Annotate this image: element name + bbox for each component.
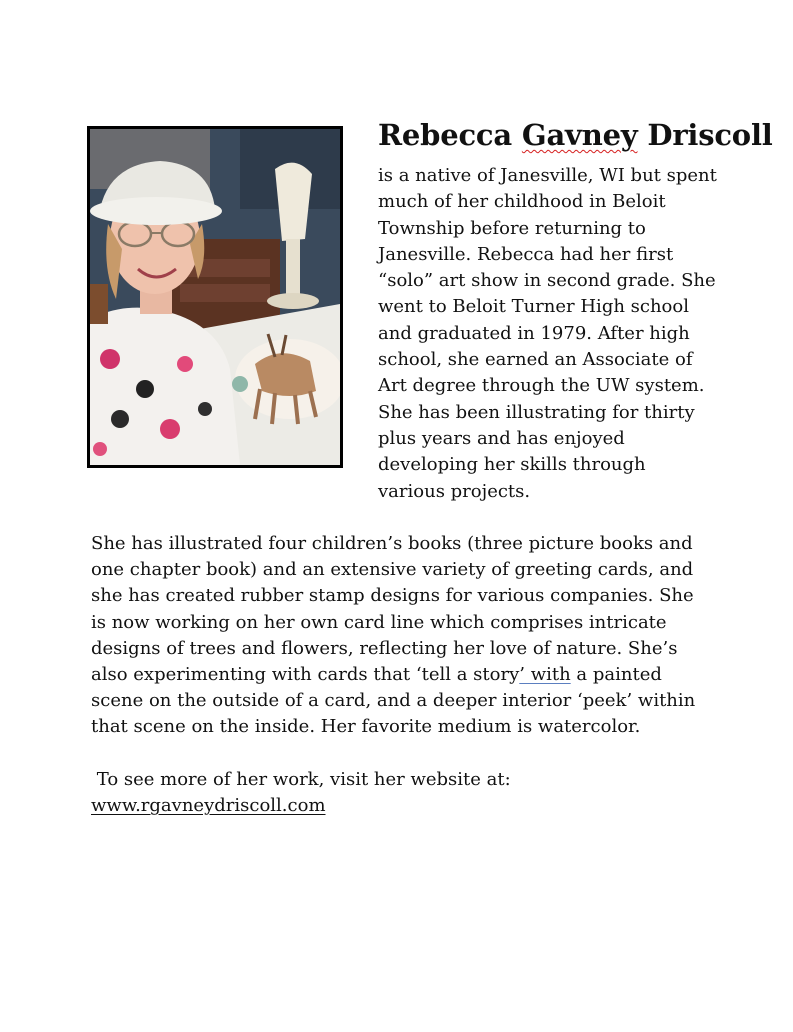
body-line: designs of trees and flowers, reflecting her love of nature. She’s — [91, 637, 678, 659]
website-callout — [91, 767, 511, 819]
body-line: She has illustrated four children’s books (three picture books and — [91, 533, 693, 554]
body-line: she has created rubber stamp designs for various companies. She — [91, 585, 694, 607]
intro-line: She has been illustrating for thirty — [378, 401, 695, 423]
intro-line: much of her childhood in Beloit — [378, 191, 666, 213]
title-last-name: Driscoll — [637, 118, 773, 152]
body-line: scene on the outside of a card, and a deeper interior ‘peek’ within — [91, 690, 696, 712]
website-link[interactable]: www.rgavneydriscoll.com — [91, 795, 326, 817]
intro-line: Art degree through the UW system. — [378, 375, 705, 397]
intro-line: various projects. — [378, 480, 531, 502]
body-paragraph — [91, 531, 695, 741]
body-line-segment: a painted — [570, 664, 662, 686]
artist-name-title — [378, 118, 773, 152]
intro-line: went to Beloit Turner High school — [378, 296, 689, 318]
body-line — [91, 662, 695, 688]
intro-line: “solo” art show in second grade. She — [378, 270, 716, 292]
grammar-flag-segment: ’ with — [519, 664, 571, 686]
intro-line: plus years and has enjoyed — [378, 427, 625, 449]
intro-line: is a native of Janesville, WI but spent — [378, 165, 717, 186]
body-line: that scene on the inside. Her favorite medium is watercolor. — [91, 716, 641, 738]
intro-line: school, she earned an Associate of — [378, 349, 693, 371]
intro-line: developing her skills through — [378, 454, 646, 476]
intro-line: Janesville. Rebecca had her first — [378, 243, 674, 265]
artist-photo — [87, 126, 343, 468]
intro-paragraph — [378, 163, 717, 505]
title-middle-name-spellcheck: Gavney — [521, 118, 638, 152]
body-line-segment: also experimenting with cards that ‘tell a story — [91, 664, 520, 686]
body-line: is now working on her own card line which comprises intricate — [91, 611, 667, 633]
artist-photo-image — [90, 129, 340, 465]
website-callout-text: To see more of her work, visit her website at: — [91, 769, 511, 790]
intro-line: and graduated in 1979. After high — [378, 322, 690, 344]
body-line: one chapter book) and an extensive variety of greeting cards, and — [91, 559, 694, 581]
intro-line: Township before returning to — [378, 217, 646, 239]
title-first-name: Rebecca — [378, 118, 522, 152]
